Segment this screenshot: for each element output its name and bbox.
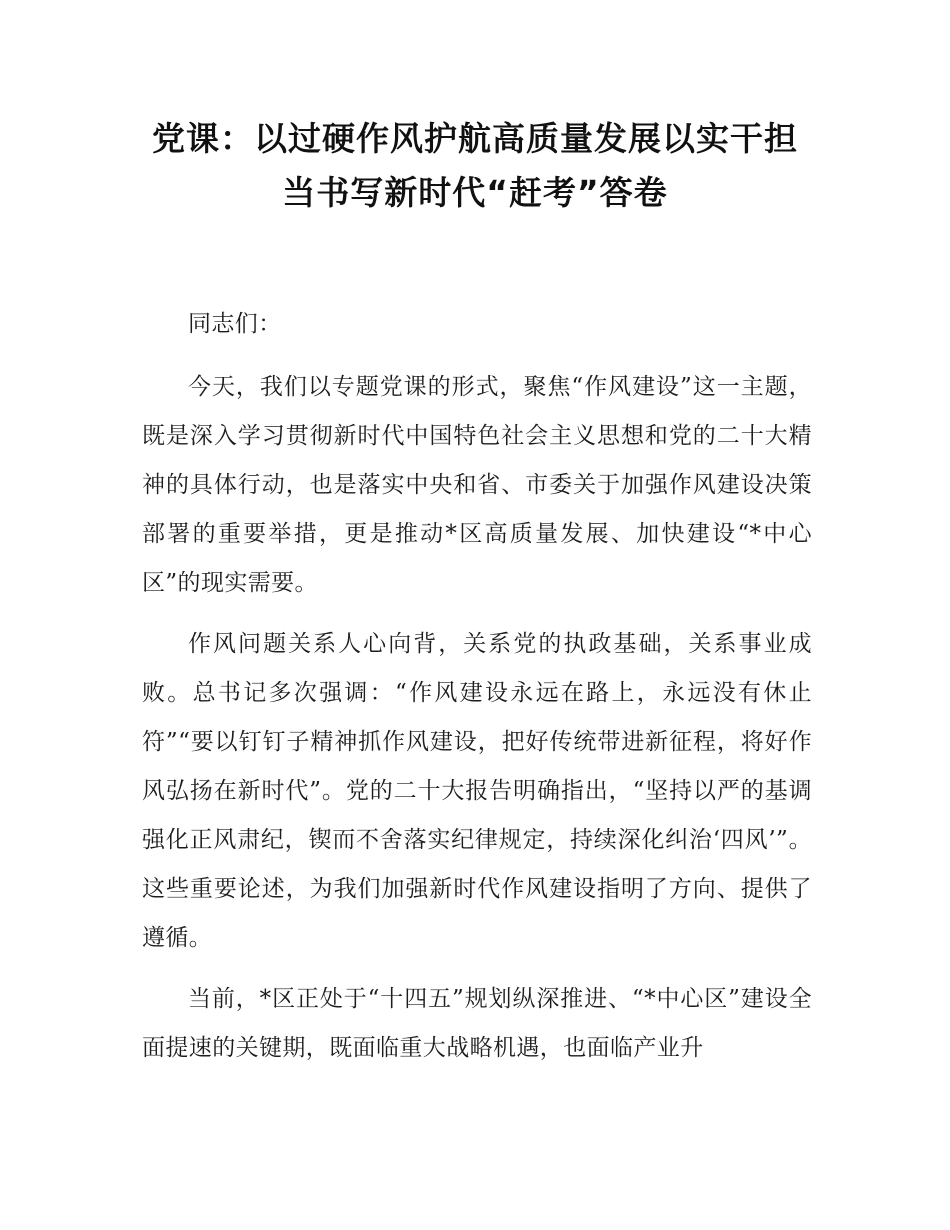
document-body <box>142 300 812 1085</box>
document-title <box>120 112 830 220</box>
paragraph-3: 当前，*区正处于“十四五”规划纵深推进、“*中心区”建设全面提速的关键期，既面临重大战略机遇，也面临产业升 <box>142 986 812 1061</box>
paragraph-2: 作风问题关系人心向背，关系党的执政基础，关系事业成败。总书记多次强调：“作风建设永远在路上，永远没有休止符”“要以钉钉子精神抓作风建设，把好传统带进新征程，将好作风弘扬在新时代”。党的二十大报告明确指出，“坚持以严的基调强化正风肃纪，锲而不舍落实纪律规定，持续深化纠治‘四风’”。这些重要论述，为我们加强新时代作风建设指明了方向、提供了遵循。 <box>142 631 812 951</box>
title-line-2: 当书写新时代“赶考”答卷 <box>282 173 668 212</box>
salutation: 同志们： <box>188 311 282 337</box>
paragraph-1: 今天，我们以专题党课的形式，聚焦“作风建设”这一主题，既是深入学习贯彻新时代中国特色社会主义思想和党的二十大精神的具体行动，也是落实中央和省、市委关于加强作风建设决策部署的重要举措，更是推动*区高质量发展、加快建设“*中心区”的现实需要。 <box>142 374 812 596</box>
title-line-1: 党课：以过硬作风护航高质量发展以实干担 <box>152 119 798 158</box>
